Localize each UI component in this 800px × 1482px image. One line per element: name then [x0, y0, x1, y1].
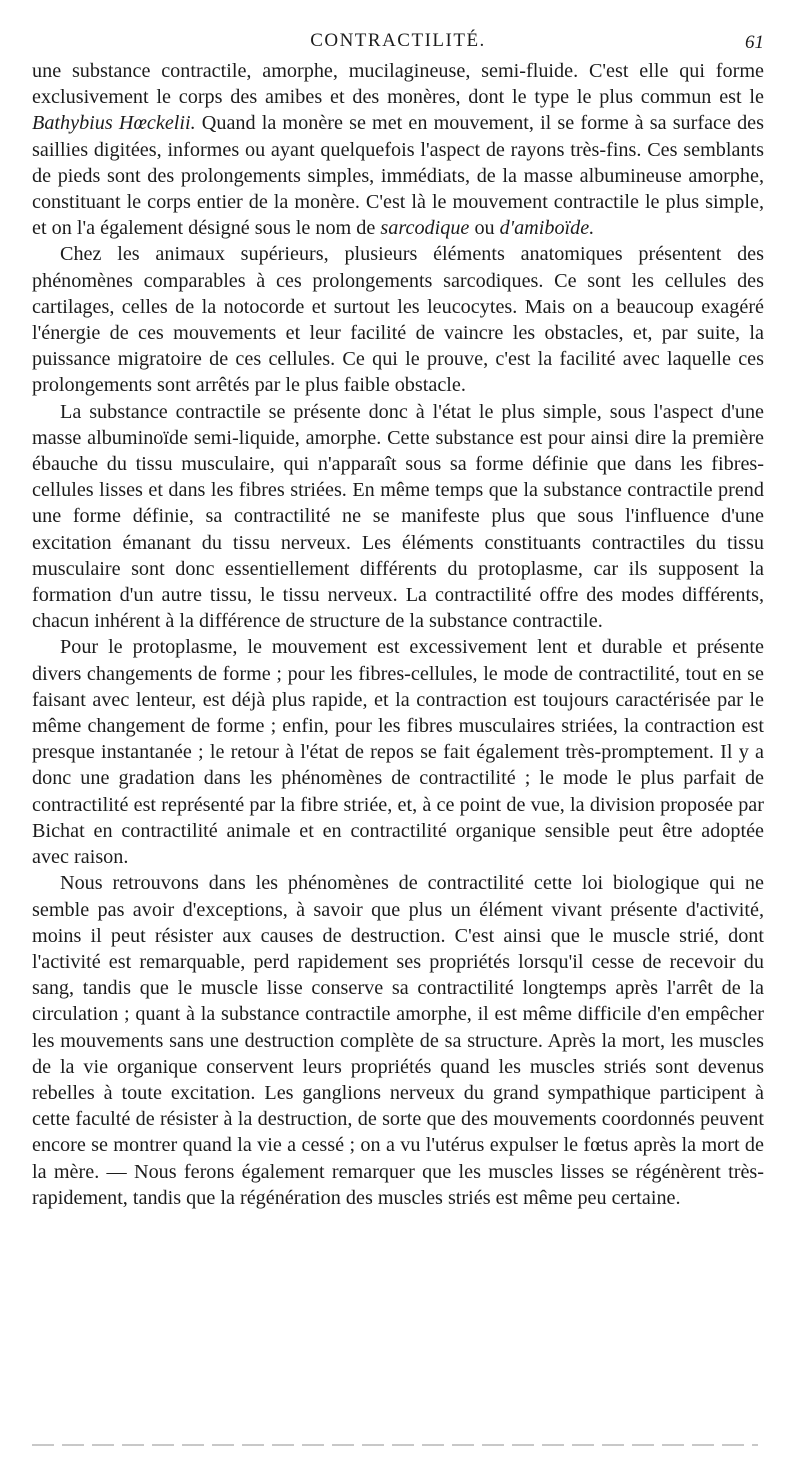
footer-rule [32, 1444, 758, 1446]
italic-text: d'amiboïde. [499, 217, 595, 240]
paragraph [32, 58, 764, 241]
text-run: Pour le protoplasme, le mouvement est excessivement lent et durable et présente divers changements de forme ; pour les fibres-cellules, le mode de contractilité, tout en se faisant avec lenteur, est déjà plus rapide, et la contraction est toujours caractérisée par le même changement de forme ; enfin, pour les fibres musculaires striées, la contraction est presque instantanée ; le retour à l'état de repos se fait également très-promptement. Il y a donc une gradation dans les phénomènes de contractilité ; le mode le plus parfait de contractilité est représenté par la fibre striée, et, à ce point de vue, la division proposée par Bichat en contractilité animale et en contractilité organique sensible peut être adoptée avec raison. [32, 636, 764, 869]
paragraph [32, 241, 764, 398]
text-run: une substance contractile, amorphe, mucilagineuse, semi-fluide. C'est elle qui forme exclusivement le corps des amibes et des monères, dont le type le plus commun est le [32, 60, 764, 109]
text-run: Chez les animaux supérieurs, plusieurs éléments anatomiques présentent des phénomènes comparables à ces prolongements sarcodiques. Ce sont les cellules des cartilages, celles de la notocorde et surtout les leucocytes. Mais on a beaucoup exagéré l'énergie de ces mouvements et leur facilité de vaincre les obstacles, et, par suite, la puissance migratoire de ces cellules. Ce qui le prouve, c'est la facilité avec laquelle ces prolongements sont arrêtés par le plus faible obstacle. [32, 243, 764, 397]
running-header [32, 20, 764, 54]
body-text [32, 58, 764, 1211]
paragraph [32, 399, 764, 635]
page-number: 61 [745, 32, 764, 53]
paragraph [32, 634, 764, 870]
text-run: ou [469, 217, 500, 240]
italic-text: sarcodique [380, 217, 470, 240]
italic-text: Bathybius Hœckelii. [32, 112, 196, 135]
book-page [32, 20, 764, 1211]
text-run: Nous retrouvons dans les phénomènes de contractilité cette loi biologique qui ne semble pas avoir d'exceptions, à savoir que plus un élément vivant présente d'activité, moins il peut résister aux causes de destruction. C'est ainsi que le muscle strié, dont l'activité est remarquable, perd rapidement ses propriétés lorsqu'il cesse de recevoir du sang, tandis que le muscle lisse conserve sa contractilité longtemps après l'arrêt de la circulation ; quant à la substance contractile amorphe, il est même difficile d'en empêcher les mouvements sans une destruction complète de sa structure. Après la mort, les muscles de la vie organique conservent leurs propriétés quand les muscles striés sont devenus rebelles à toute excitation. Les ganglions nerveux du grand sympathique participent à cette faculté de résister à la destruction, de sorte que des mouvements coordonnés peuvent encore se montrer quand la vie a cessé ; on a vu l'utérus expulser le fœtus après la mort de la mère. — Nous ferons également remarquer que les muscles lisses se régénèrent très-rapidement, tandis que la régénération des muscles striés est même peu certaine. [32, 872, 764, 1209]
paragraph [32, 870, 764, 1211]
text-run: La substance contractile se présente donc à l'état le plus simple, sous l'aspect d'une masse albuminoïde semi-liquide, amorphe. Cette substance est pour ainsi dire la première ébauche du tissu musculaire, qui n'apparaît sous sa forme définie que dans les fibres-cellules lisses et dans les fibres striées. En même temps que la substance contractile prend une forme définie, sa contractilité ne se manifeste plus que sous l'influence d'une excitation émanant du tissu nerveux. Les éléments constituants contractiles du tissu musculaire sont donc essentiellement différents du protoplasme, car ils supposent la formation d'un autre tissu, le tissu nerveux. La contractilité offre des modes différents, chacun inhérent à la différence de structure de la substance contractile. [32, 400, 764, 633]
page-title: CONTRACTILITÉ. [310, 30, 486, 51]
text-run: Quand la monère se met en mouvement, il se forme à sa surface des saillies digitées, informes ou ayant quelquefois l'aspect de rayons très-fins. Ces semblants de pieds sont des prolongements simples, immédiats, de la masse albumineuse amorphe, constituant le corps entier de la monère. C'est là le mouvement contractile le plus simple, et on l'a également désigné sous le nom de [32, 112, 764, 240]
